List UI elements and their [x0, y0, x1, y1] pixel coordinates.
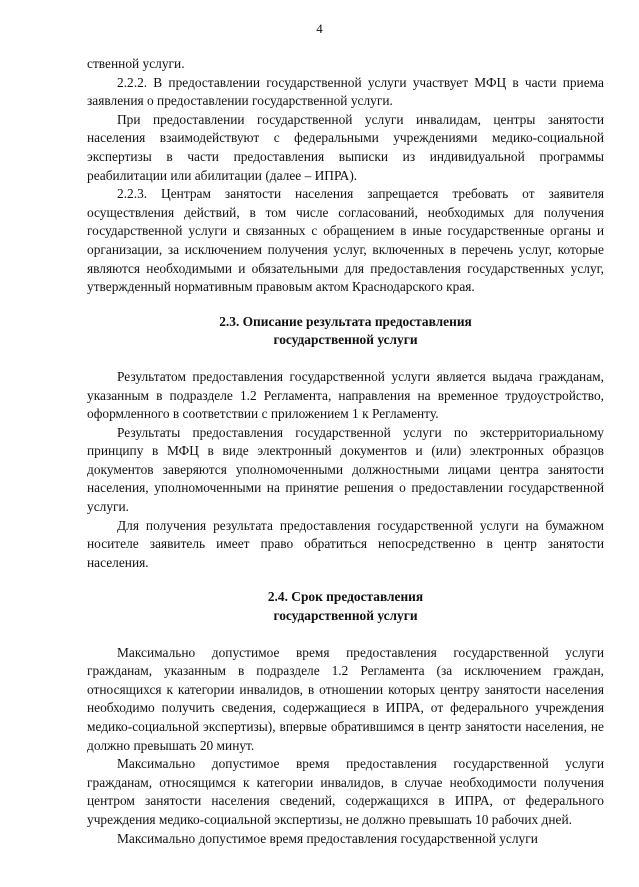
paragraph-2-2-2: 2.2.2. В предоставлении государственной услуги участвует МФЦ в части приема заявления о предоставлении государственной услуги. [87, 74, 604, 109]
page-number: 4 [316, 21, 323, 36]
paragraph-extraterritorial: Результаты предоставления государственной услуги по экстерриториальному принципу в МФЦ в виде электронный документов и (или) электронных образцов документов заверяются уполномоченными должностными лицами центра занятости населения, уполномоченными на принятие решения о предоставлении государственной услуги. [87, 424, 604, 515]
spacer [87, 350, 604, 368]
paragraph-2-2-3: 2.2.3. Центрам занятости населения запрещается требовать от заявителя осуществления действий, в том числе согласований, необходимых для получения государственной услуги и связанных с обращением в иные государственные органы и организации, за исключением получения услуг, включенных в перечень услуг, которые являются необходимыми и обязательными для предоставления государственных услуг, утвержденный нормативным правовым актом Краснодарского края. [87, 186, 604, 295]
spacer [87, 626, 604, 644]
section-heading-2-3-line1: 2.3. Описание результата предоставления [219, 313, 472, 329]
section-heading-2-4-line2: государственной услуги [273, 608, 418, 624]
paragraph-disabled-interaction: При предоставлении государственной услуги инвалидам, центры занятости населения взаимодействуют с федеральными учреждениями медико-социальной экспертизы в части предоставления выписки из индивидуальной программы реабилитации или абилитации (далее – ИПРА). [87, 111, 604, 183]
section-heading-2-3-line2: государственной услуги [273, 332, 418, 348]
paragraph-continuation: ственной услуги. [87, 56, 185, 71]
paragraph-max-time-continued: Максимально допустимое время предоставления государственной услуги [117, 830, 538, 846]
section-heading-2-4-line1: 2.4. Срок предоставления [267, 589, 424, 605]
paragraph-paper-result: Для получения результата предоставления государственной услуги на бумажном носителе заявитель имеет право обратиться непосредственно в центр занятости населения. [87, 517, 604, 570]
paragraph-result: Результатом предоставления государственной услуги является выдача гражданам, указанным в подразделе 1.2 Регламента, направления на временное трудоустройство, оформленного в соответствии с приложением 1 к Регламенту. [87, 368, 604, 422]
section-heading-2-4 [87, 588, 604, 625]
document-body [87, 55, 604, 848]
paragraph-max-time-20-min: Максимально допустимое время предоставления государственной услуги гражданам, указанным в подразделе 1.2 Регламента (за исключением граждан, относящихся к категории инвалидов, в отношении которых центру занятости населения необходимо получить сведения, содержащиеся в ИПРА, от федерального учреждения медико-социальной экспертизы), впервые обратившимся в центр занятости населения, не должно превышать 20 минут. [87, 644, 604, 753]
spacer [87, 297, 604, 313]
paragraph-max-time-10-days: Максимально допустимое время предоставления государственной услуги гражданам, относящимся к категории инвалидов, в случае необходимости получения центром занятости населения сведений, содержащихся в ИПРА, от федерального учреждения медико-социальной экспертизы, не должно превышать 10 рабочих дней. [87, 756, 604, 827]
spacer [87, 572, 604, 588]
section-heading-2-3 [87, 313, 604, 350]
